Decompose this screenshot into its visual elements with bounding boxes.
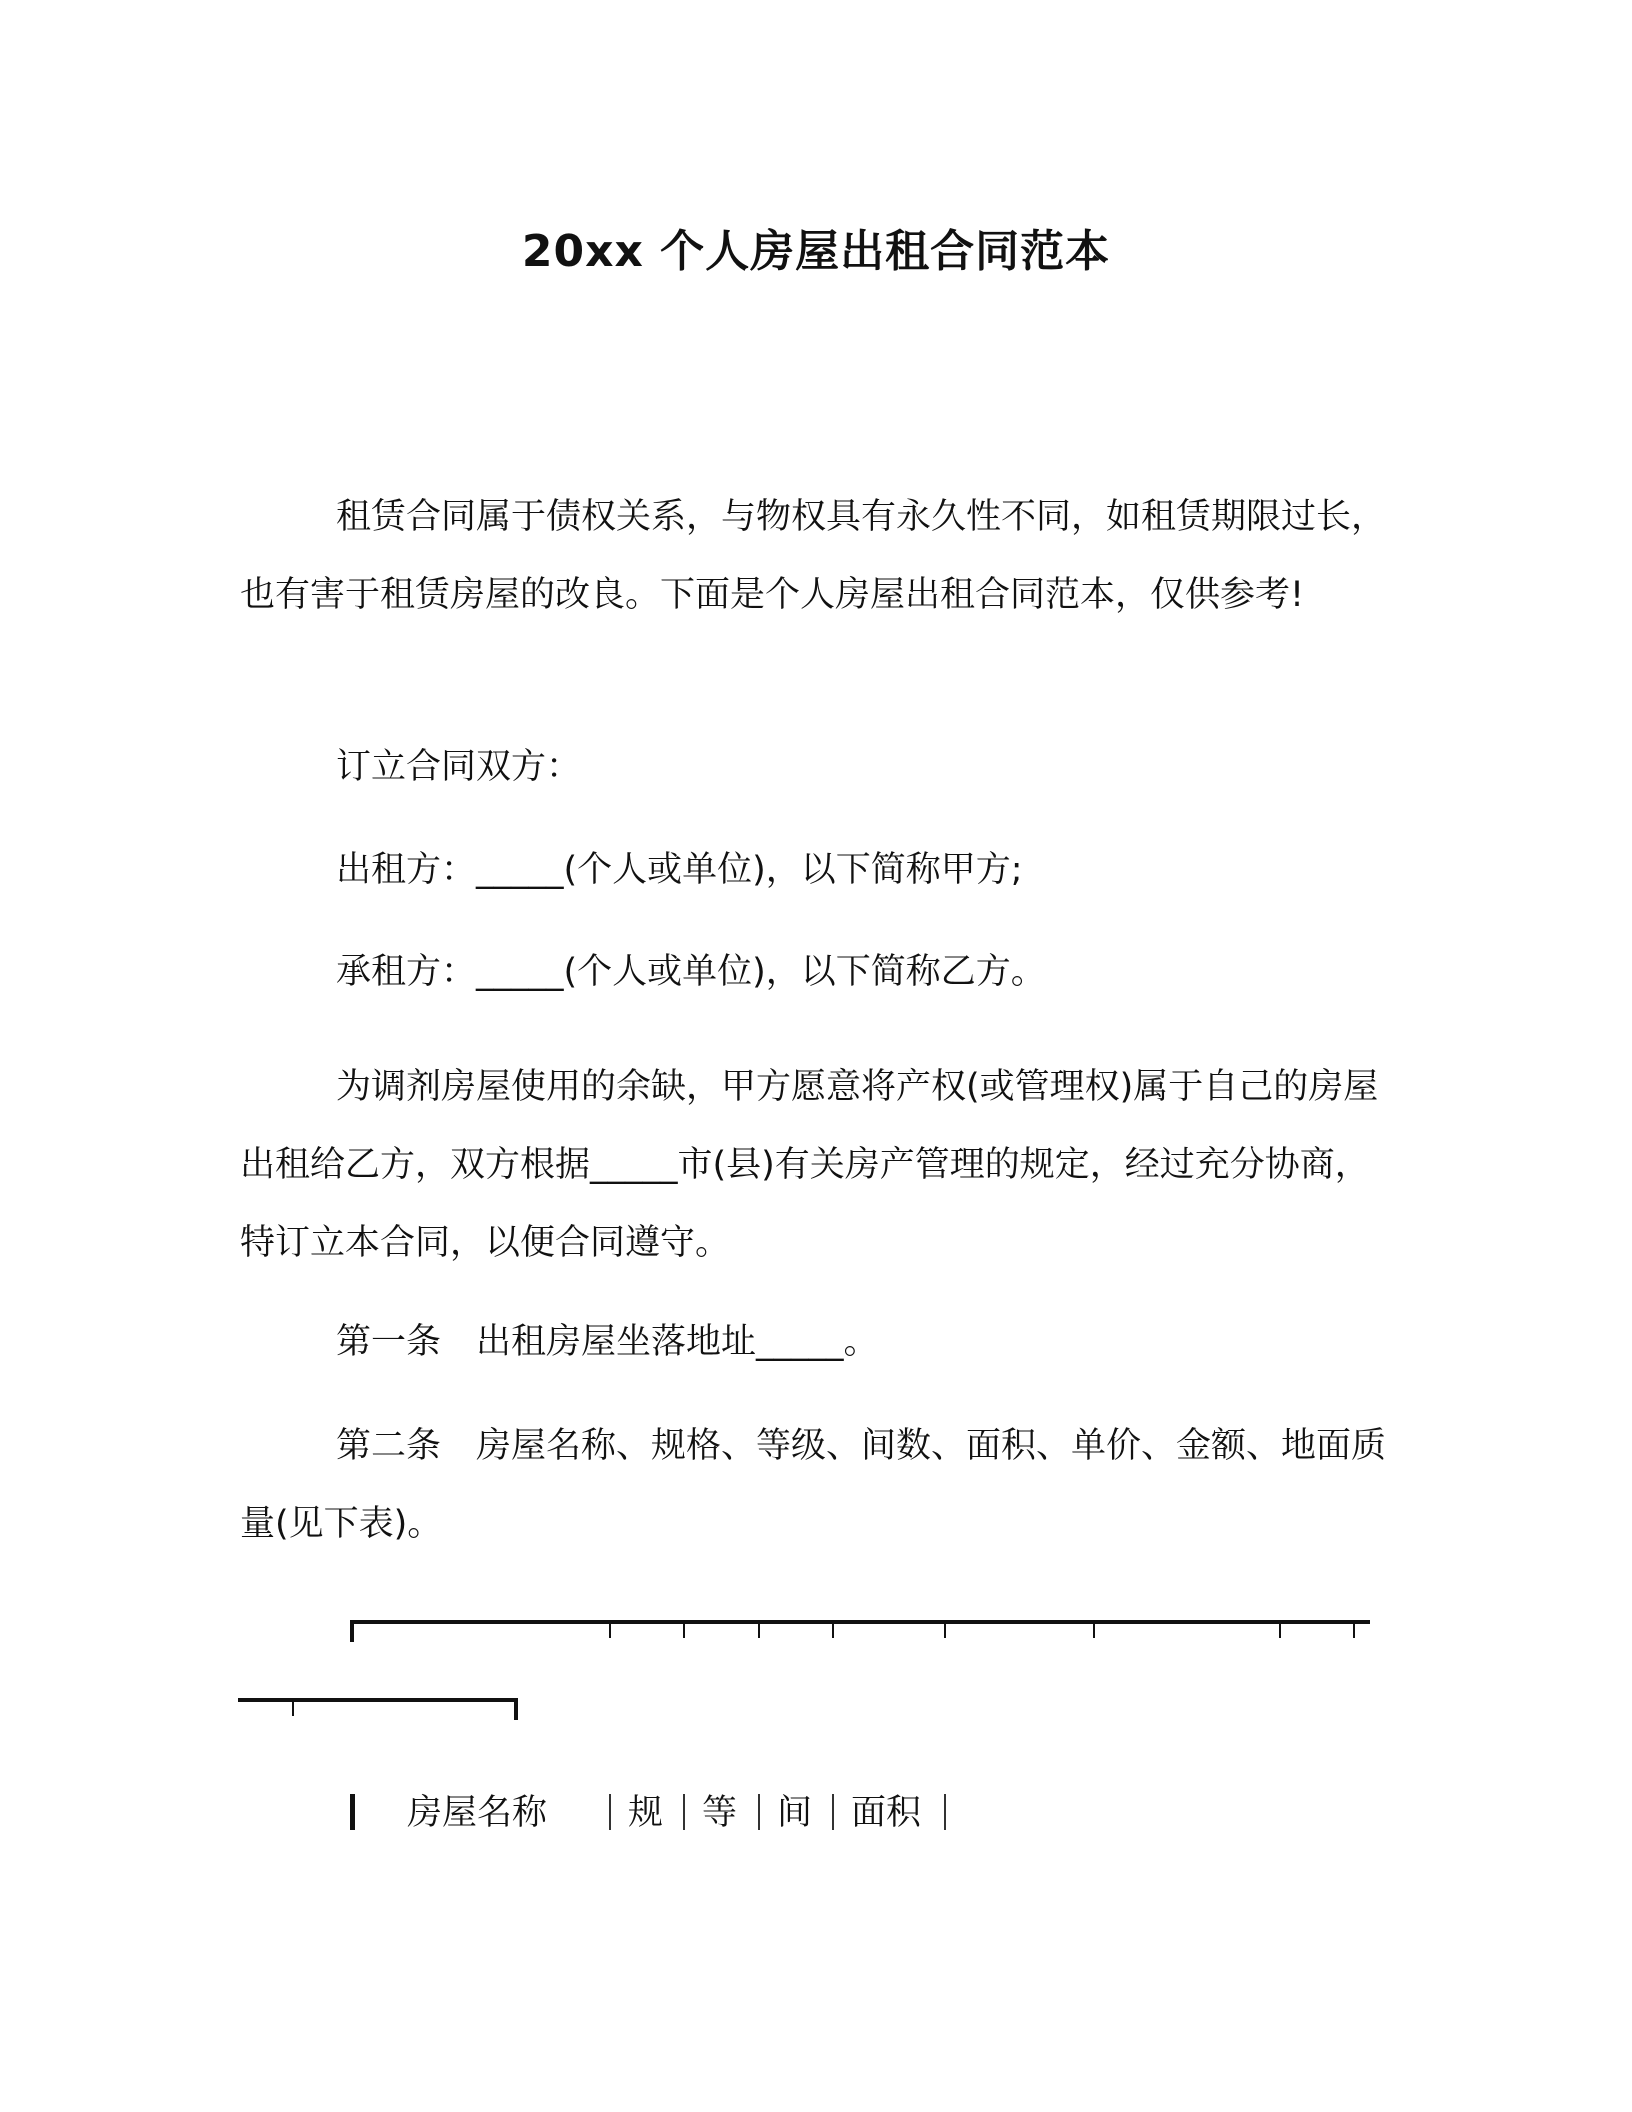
- table-header-rooms: 间: [777, 1793, 813, 1833]
- lessor-line: 出租方：_____(个人或单位)，以下简称甲方;: [336, 850, 1023, 890]
- table-header-house-name: 房屋名称: [407, 1793, 548, 1833]
- table-col-divider: [832, 1794, 834, 1830]
- intro-paragraph: 租赁合同属于债权关系，与物权具有永久性不同，如租赁期限过长，也有害于租赁房屋的改良。下面是个人房屋出租合同范本，仅供参考!: [240, 497, 1387, 615]
- lessee-line: 承租方：_____(个人或单位)，以下简称乙方。: [336, 952, 1046, 992]
- article-two: 第二条 房屋名称、规格、等级、间数、面积、单价、金额、地面质量(见下表)。: [240, 1426, 1387, 1544]
- table-tick: [609, 1620, 611, 1638]
- table-col-divider: [758, 1794, 760, 1830]
- table-tick: [758, 1620, 760, 1638]
- table-second-rule: [238, 1698, 518, 1702]
- article-one: 第一条 出租房屋坐落地址_____。: [336, 1322, 879, 1362]
- purpose-paragraph: 为调剂房屋使用的余缺，甲方愿意将产权(或管理权)属于自己的房屋出租给乙方，双方根据_____市(县)有关房产管理的规定，经过充分协商，特订立本合同，以便合同遵守。: [240, 1067, 1379, 1263]
- table-tick: [292, 1698, 294, 1716]
- table-col-divider: [683, 1794, 685, 1830]
- table-tick: [944, 1620, 946, 1638]
- table-left-tick: [350, 1620, 354, 1642]
- table-header-spec: 规: [628, 1793, 664, 1833]
- table-tick: [832, 1620, 834, 1638]
- table-right-tick: [514, 1698, 518, 1720]
- table-row-left-border: [350, 1794, 355, 1830]
- table-tick: [1353, 1620, 1355, 1638]
- table-tick: [1279, 1620, 1281, 1638]
- table-tick: [683, 1620, 685, 1638]
- table-header-grade: 等: [702, 1793, 738, 1833]
- table-top-rule: [350, 1620, 1370, 1624]
- table-col-divider: [944, 1794, 946, 1830]
- parties-heading: 订立合同双方：: [336, 747, 582, 787]
- table-header-area: 面积: [851, 1793, 922, 1833]
- table-col-divider: [609, 1794, 611, 1830]
- document-title: 20xx 个人房屋出租合同范本: [521, 226, 1111, 277]
- table-tick: [1093, 1620, 1095, 1638]
